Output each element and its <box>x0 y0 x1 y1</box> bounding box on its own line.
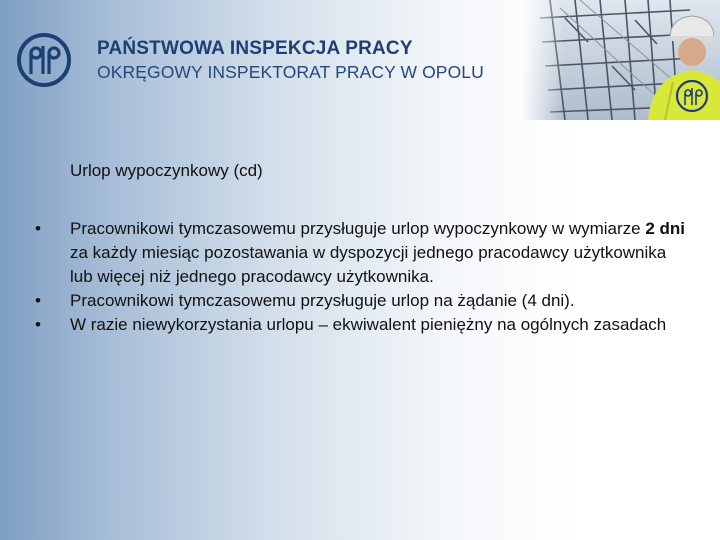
slide-title: Urlop wypoczynkowy (cd) <box>70 161 263 180</box>
list-item <box>28 217 688 289</box>
bullet-marker: • <box>35 291 41 310</box>
pip-logo-icon <box>16 32 72 88</box>
bullet-text: Pracownikowi tymczasowemu przysługuje urlop na żądanie (4 dni). <box>70 291 575 310</box>
bullet-marker: • <box>35 219 41 238</box>
bullet-list <box>28 217 688 337</box>
bullet-marker: • <box>35 315 41 334</box>
worker-photo <box>520 0 720 120</box>
bullet-text: W razie niewykorzystania urlopu – ekwiwalent pieniężny na ogólnych zasadach <box>70 315 667 334</box>
organization-title: PAŃSTWOWA INSPEKCJA PRACY <box>97 38 413 59</box>
list-item <box>28 289 688 313</box>
bullet-text-part: Pracownikowi tymczasowemu przysługuje urlop wypoczynkowy w wymiarze <box>70 219 646 238</box>
bullet-text <box>70 219 685 286</box>
bullet-text-part: za każdy miesiąc pozostawania w dyspozycji jednego pracodawcy użytkownika lub więcej niż jednego pracodawcy użytkownika. <box>70 243 667 286</box>
bullet-text-bold: 2 dni <box>645 219 686 238</box>
list-item <box>28 313 688 337</box>
organization-subtitle: OKRĘGOWY INSPEKTORAT PRACY W OPOLU <box>97 62 484 82</box>
